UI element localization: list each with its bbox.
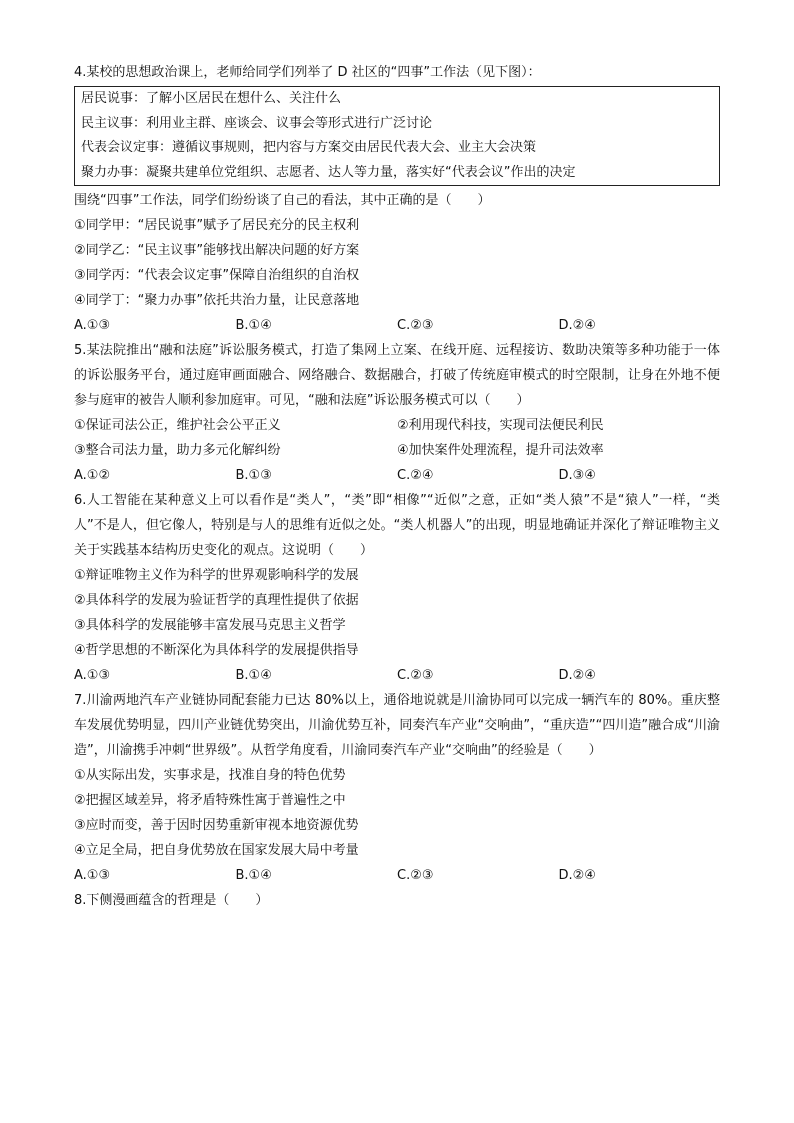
choice-c[interactable]: C.②③ (397, 868, 434, 883)
q7-item: ②把握区域差异，将矛盾特殊性寓于普遍性之中 (74, 793, 346, 808)
choice-c[interactable]: C.②③ (397, 318, 434, 333)
q5-items-row (74, 438, 720, 463)
choice-a[interactable]: A.①③ (74, 318, 111, 333)
question-6 (74, 488, 720, 688)
q4-box-line: 居民说事：了解小区居民在想什么、关注什么 (81, 91, 342, 106)
q4-box-line: 民主议事：利用业主群、座谈会、议事会等形式进行广泛讨论 (81, 115, 433, 131)
choice-d[interactable]: D.③④ (558, 468, 596, 483)
q6-stem: 6.人工智能在某种意义上可以看作是“类人”，“类”即“相像”“近似”之意，正如“类人猿”不是“猿人”一样，“类人”不是人，但它像人，特别是与人的思维有近似之处。“类人机器人”的出现，明显地确证并深化了辩证唯物主义关于实践基本结构历史变化的观点。这说明（ ） (74, 493, 720, 558)
q4-question: 围绕“四事”工作法，同学们纷纷谈了自己的看法，其中正确的是（ ） (74, 193, 491, 208)
q7-choices (74, 863, 720, 888)
choice-b[interactable]: B.①④ (235, 868, 272, 883)
question-7 (74, 688, 720, 888)
q6-item: ③具体科学的发展能够丰富发展马克思主义哲学 (74, 618, 346, 633)
choice-b[interactable]: B.①④ (235, 318, 272, 333)
q4-stem: 4.某校的思想政治课上，老师给同学们列举了 D 社区的“四事”工作法（见下图）： (74, 65, 541, 80)
q5-stem: 5.某法院推出“融和法庭”诉讼服务模式，打造了集网上立案、在线开庭、远程接访、数助决策等多种功能于一体的诉讼服务平台，通过庭审画面融合、网络融合、数据融合，打破了传统庭审模式的时空限制，让身在外地不便参与庭审的被告人顺利参加庭审。可见，“融和法庭”诉讼服务模式可以（ ） (74, 343, 720, 408)
choice-c[interactable]: C.②④ (397, 468, 434, 483)
q4-choices (74, 313, 720, 338)
q4-method-box (74, 86, 720, 186)
question-8 (74, 888, 720, 913)
q5-items-row (74, 413, 720, 438)
q4-item: ③同学丙：“代表会议定事”保障自治组织的自治权 (74, 268, 360, 283)
choice-a[interactable]: A.①② (74, 468, 111, 483)
q7-stem: 7.川渝两地汽车产业链协同配套能力已达 80%以上，通俗地说就是川渝协同可以完成一辆汽车的 80%。重庆整车发展优势明显，四川产业链优势突出，川渝优势互补，同奏汽车产业“交响曲”，“重庆造”“四川造”融合成“川渝造”，川渝携手冲刺“世界级”。从哲学角度看，川渝同奏汽车产业“交响曲”的经验是（ ） (74, 693, 720, 758)
question-4 (74, 60, 720, 338)
q5-item: ④加快案件处理流程，提升司法效率 (397, 443, 604, 458)
q5-item: ②利用现代科技，实现司法便民利民 (397, 418, 604, 433)
choice-b[interactable]: B.①③ (235, 468, 272, 483)
q6-item: ②具体科学的发展为验证哲学的真理性提供了依据 (74, 593, 359, 608)
choice-d[interactable]: D.②④ (558, 318, 596, 333)
q7-item: ③应时而变，善于因时因势重新审视本地资源优势 (74, 818, 359, 833)
choice-d[interactable]: D.②④ (558, 668, 596, 683)
q5-item: ①保证司法公正，维护社会公平正义 (74, 418, 281, 433)
q8-stem: 8.下侧漫画蕴含的哲理是（ ） (74, 893, 269, 908)
choice-a[interactable]: A.①③ (74, 868, 111, 883)
choice-a[interactable]: A.①③ (74, 668, 111, 683)
exam-page (74, 60, 720, 913)
q7-item: ①从实际出发，实事求是，找准自身的特色优势 (74, 768, 346, 783)
q5-choices (74, 463, 720, 488)
question-5 (74, 338, 720, 488)
q7-item: ④立足全局，把自身优势放在国家发展大局中考量 (74, 843, 359, 858)
choice-b[interactable]: B.①④ (235, 668, 272, 683)
choice-d[interactable]: D.②④ (558, 868, 596, 883)
q5-item: ③整合司法力量，助力多元化解纠纷 (74, 443, 281, 458)
q4-box-line: 聚力办事：凝聚共建单位党组织、志愿者、达人等力量，落实好“代表会议”作出的决定 (81, 164, 576, 180)
q6-choices (74, 663, 720, 688)
q4-box-line: 代表会议定事：遵循议事规则，把内容与方案交由居民代表大会、业主大会决策 (81, 140, 537, 155)
q4-item: ④同学丁：“聚力办事”依托共治力量，让民意落地 (74, 293, 360, 308)
q4-item: ①同学甲：“居民说事”赋予了居民充分的民主权利 (74, 218, 360, 233)
choice-c[interactable]: C.②③ (397, 668, 434, 683)
q6-item: ①辩证唯物主义作为科学的世界观影响科学的发展 (74, 568, 359, 583)
q4-item: ②同学乙：“民主议事”能够找出解决问题的好方案 (74, 243, 360, 258)
q6-item: ④哲学思想的不断深化为具体科学的发展提供指导 (74, 643, 359, 658)
